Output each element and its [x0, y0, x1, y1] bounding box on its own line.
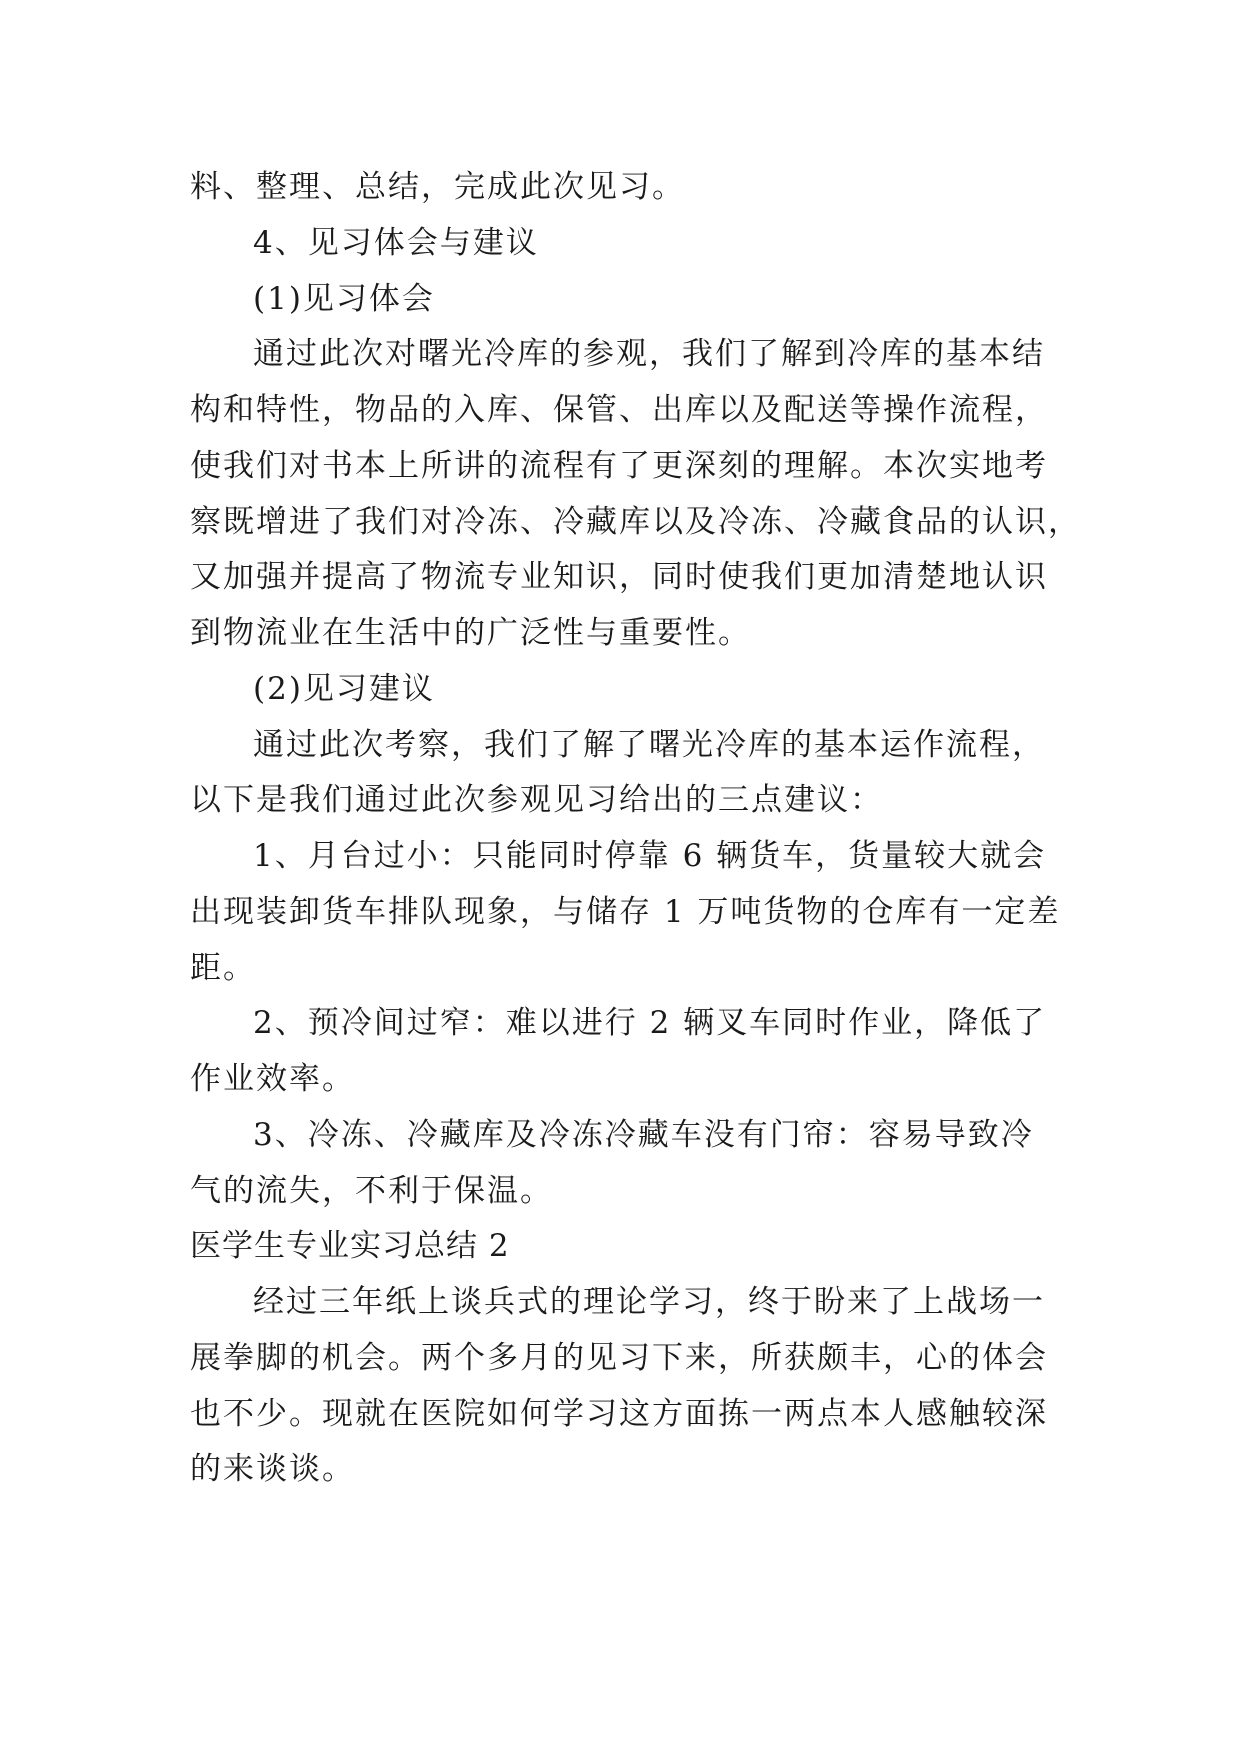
paragraph-line: 到物流业在生活中的广泛性与重要性。	[190, 615, 751, 651]
paragraph-line: 又加强并提高了物流专业知识，同时使我们更加清楚地认识	[190, 559, 1048, 595]
list-item-line: 出现装卸货车排队现象，与储存 1 万吨货物的仓库有一定差	[190, 894, 1061, 930]
list-item-line: 距。	[190, 950, 256, 986]
paragraph-line: 也不少。现就在医院如何学习这方面拣一两点本人感触较深	[190, 1396, 1048, 1432]
paragraph-line: 察既增进了我们对冷冻、冷藏库以及冷冻、冷藏食品的认识，	[190, 504, 1081, 540]
list-item-line: 气的流失，不利于保温。	[190, 1173, 553, 1209]
paragraph-line: 经过三年纸上谈兵式的理论学习，终于盼来了上战场一	[253, 1284, 1045, 1320]
paragraph-line: 以下是我们通过此次参观见习给出的三点建议：	[190, 782, 883, 818]
subsection-heading: (2)见习建议	[253, 671, 435, 707]
paragraph-line: 通过此次对曙光冷库的参观，我们了解到冷库的基本结	[253, 336, 1045, 372]
paragraph-line: 的来谈谈。	[190, 1451, 355, 1487]
subsection-heading: (1)见习体会	[253, 281, 435, 317]
paragraph-line: 通过此次考察，我们了解了曙光冷库的基本运作流程，	[253, 727, 1045, 763]
document-section-title: 医学生专业实习总结 2	[190, 1228, 510, 1264]
list-item-line: 2、预冷间过窄：难以进行 2 辆叉车同时作业，降低了	[253, 1005, 1047, 1041]
paragraph-line: 料、整理、总结，完成此次见习。	[190, 169, 685, 205]
list-item-line: 3、冷冻、冷藏库及冷冻冷藏车没有门帘：容易导致冷	[253, 1117, 1034, 1153]
list-item-line: 1、月台过小：只能同时停靠 6 辆货车，货量较大就会	[253, 838, 1047, 874]
list-item-line: 作业效率。	[190, 1061, 355, 1097]
section-heading: 4、见习体会与建议	[253, 225, 539, 261]
paragraph-line: 构和特性，物品的入库、保管、出库以及配送等操作流程，	[190, 392, 1048, 428]
paragraph-line: 使我们对书本上所讲的流程有了更深刻的理解。本次实地考	[190, 448, 1048, 484]
paragraph-line: 展拳脚的机会。两个多月的见习下来，所获颇丰，心的体会	[190, 1340, 1048, 1376]
